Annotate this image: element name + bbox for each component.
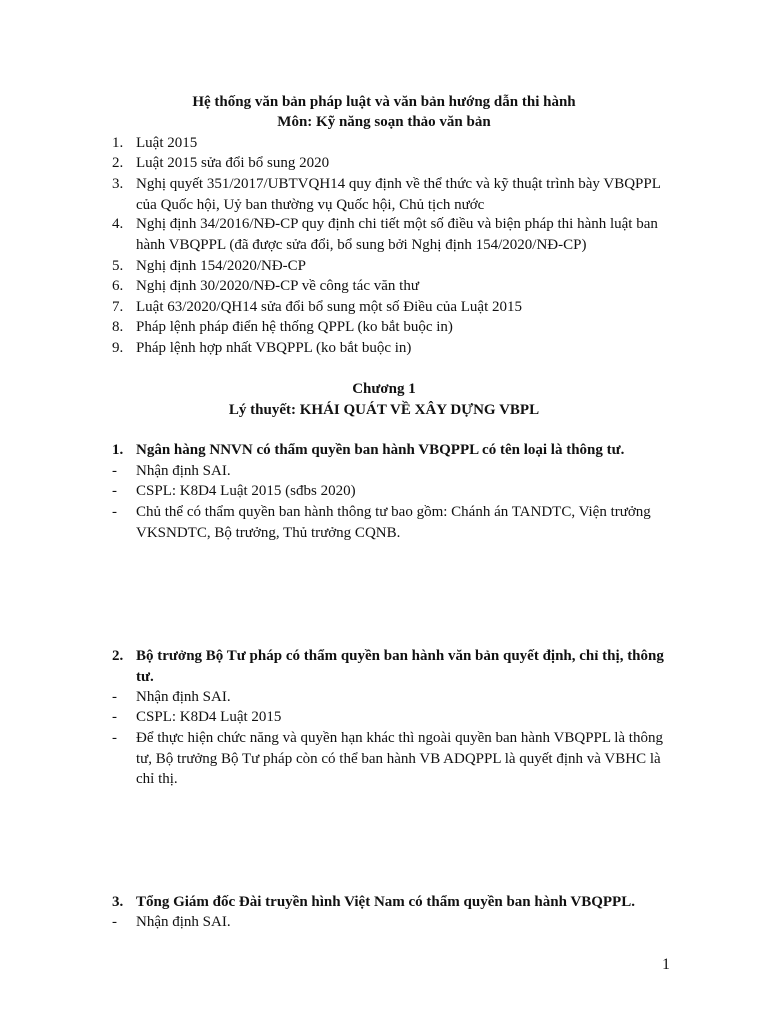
list-text: Luật 63/2020/QH14 sửa đổi bổ sung một số Điều của Luật 2015 [136, 299, 523, 315]
list-number: 1. [112, 135, 124, 151]
list-text: Luật 2015 sửa đổi bổ sung 2020 [136, 155, 330, 171]
list-item [112, 214, 672, 255]
answer-item [112, 687, 672, 708]
list-text: Luật 2015 [136, 135, 198, 151]
list-text: Pháp lệnh hợp nhất VBQPPL (ko bắt buộc in) [136, 340, 412, 356]
list-item [112, 317, 672, 338]
bullet-dash: - [112, 689, 117, 705]
list-text: Nghị định 30/2020/NĐ-CP về công tác văn thư [136, 278, 419, 294]
answer-item [112, 912, 672, 933]
page-number: 1 [662, 956, 670, 973]
answer-text: CSPL: K8D4 Luật 2015 [136, 709, 282, 725]
question-text: Tổng Giám đốc Đài truyền hình Việt Nam có thẩm quyền ban hành VBQPPL. [136, 894, 635, 910]
list-item [112, 174, 672, 215]
list-number: 6. [112, 278, 124, 294]
answer-item [112, 707, 672, 728]
answer-item [112, 461, 672, 482]
list-item [112, 153, 672, 174]
list-number: 2. [112, 155, 124, 171]
chapter-subtitle: Lý thuyết: KHÁI QUÁT VỀ XÂY DỰNG VBPL [228, 402, 540, 418]
question-number: 3. [112, 894, 124, 910]
list-number: 5. [112, 258, 124, 274]
question-heading [112, 892, 672, 913]
list-item [112, 276, 672, 297]
question-number: 2. [112, 648, 124, 664]
question-text: Ngân hàng NNVN có thẩm quyền ban hành VBQPPL có tên loại là thông tư. [136, 442, 625, 458]
list-item [112, 133, 672, 154]
answer-text: Nhận định SAI. [136, 463, 231, 479]
answer-text: Nhận định SAI. [136, 914, 231, 930]
bullet-dash: - [112, 914, 117, 930]
bullet-dash: - [112, 483, 117, 499]
subject-title: Môn: Kỹ năng soạn thảo văn bản [277, 114, 491, 130]
list-text: Pháp lệnh pháp điển hệ thống QPPL (ko bắt buộc in) [136, 319, 453, 335]
answer-item [112, 481, 672, 502]
list-number: 4. [112, 216, 124, 232]
list-number: 8. [112, 319, 124, 335]
answer-text: Chủ thể có thẩm quyền ban hành thông tư bao gồm: Chánh án TANDTC, Viện trưởng VKSNDTC, Bộ trưởng, Thủ trưởng CQNB. [136, 504, 651, 541]
list-number: 3. [112, 176, 124, 192]
list-text: Nghị quyết 351/2017/UBTVQH14 quy định về thể thức và kỹ thuật trình bày VBQPPL của Quốc hội, Uỷ ban thường vụ Quốc hội, Chủ tịch nước [136, 176, 661, 213]
list-text: Nghị định 154/2020/NĐ-CP [136, 258, 307, 274]
list-item [112, 256, 672, 277]
answer-text: Để thực hiện chức năng và quyền hạn khác thì ngoài quyền ban hành VBQPPL là thông tư, Bộ trưởng Bộ Tư pháp còn có thể ban hành VB ADQPPL là quyết định và VBHC là chỉ thị. [136, 730, 663, 787]
question-text: Bộ trưởng Bộ Tư pháp có thẩm quyền ban hành văn bản quyết định, chỉ thị, thông tư. [136, 648, 664, 685]
answer-item [112, 728, 672, 790]
question-number: 1. [112, 442, 124, 458]
bullet-dash: - [112, 504, 117, 520]
list-number: 9. [112, 340, 124, 356]
answer-text: Nhận định SAI. [136, 689, 231, 705]
list-text: Nghị định 34/2016/NĐ-CP quy định chi tiết một số điều và biện pháp thi hành luật ban hành VBQPPL (đã được sửa đổi, bổ sung bởi Nghị định 154/2020/NĐ-CP) [136, 216, 658, 253]
bullet-dash: - [112, 463, 117, 479]
question-heading [112, 440, 672, 461]
list-item [112, 338, 672, 359]
list-item [112, 297, 672, 318]
question-heading [112, 646, 672, 687]
bullet-dash: - [112, 730, 117, 746]
answer-text: CSPL: K8D4 Luật 2015 (sđbs 2020) [136, 483, 356, 499]
document-title: Hệ thống văn bản pháp luật và văn bản hướng dẫn thi hành [192, 94, 576, 110]
chapter-title: Chương 1 [352, 381, 416, 397]
bullet-dash: - [112, 709, 117, 725]
answer-item [112, 502, 672, 543]
list-number: 7. [112, 299, 124, 315]
